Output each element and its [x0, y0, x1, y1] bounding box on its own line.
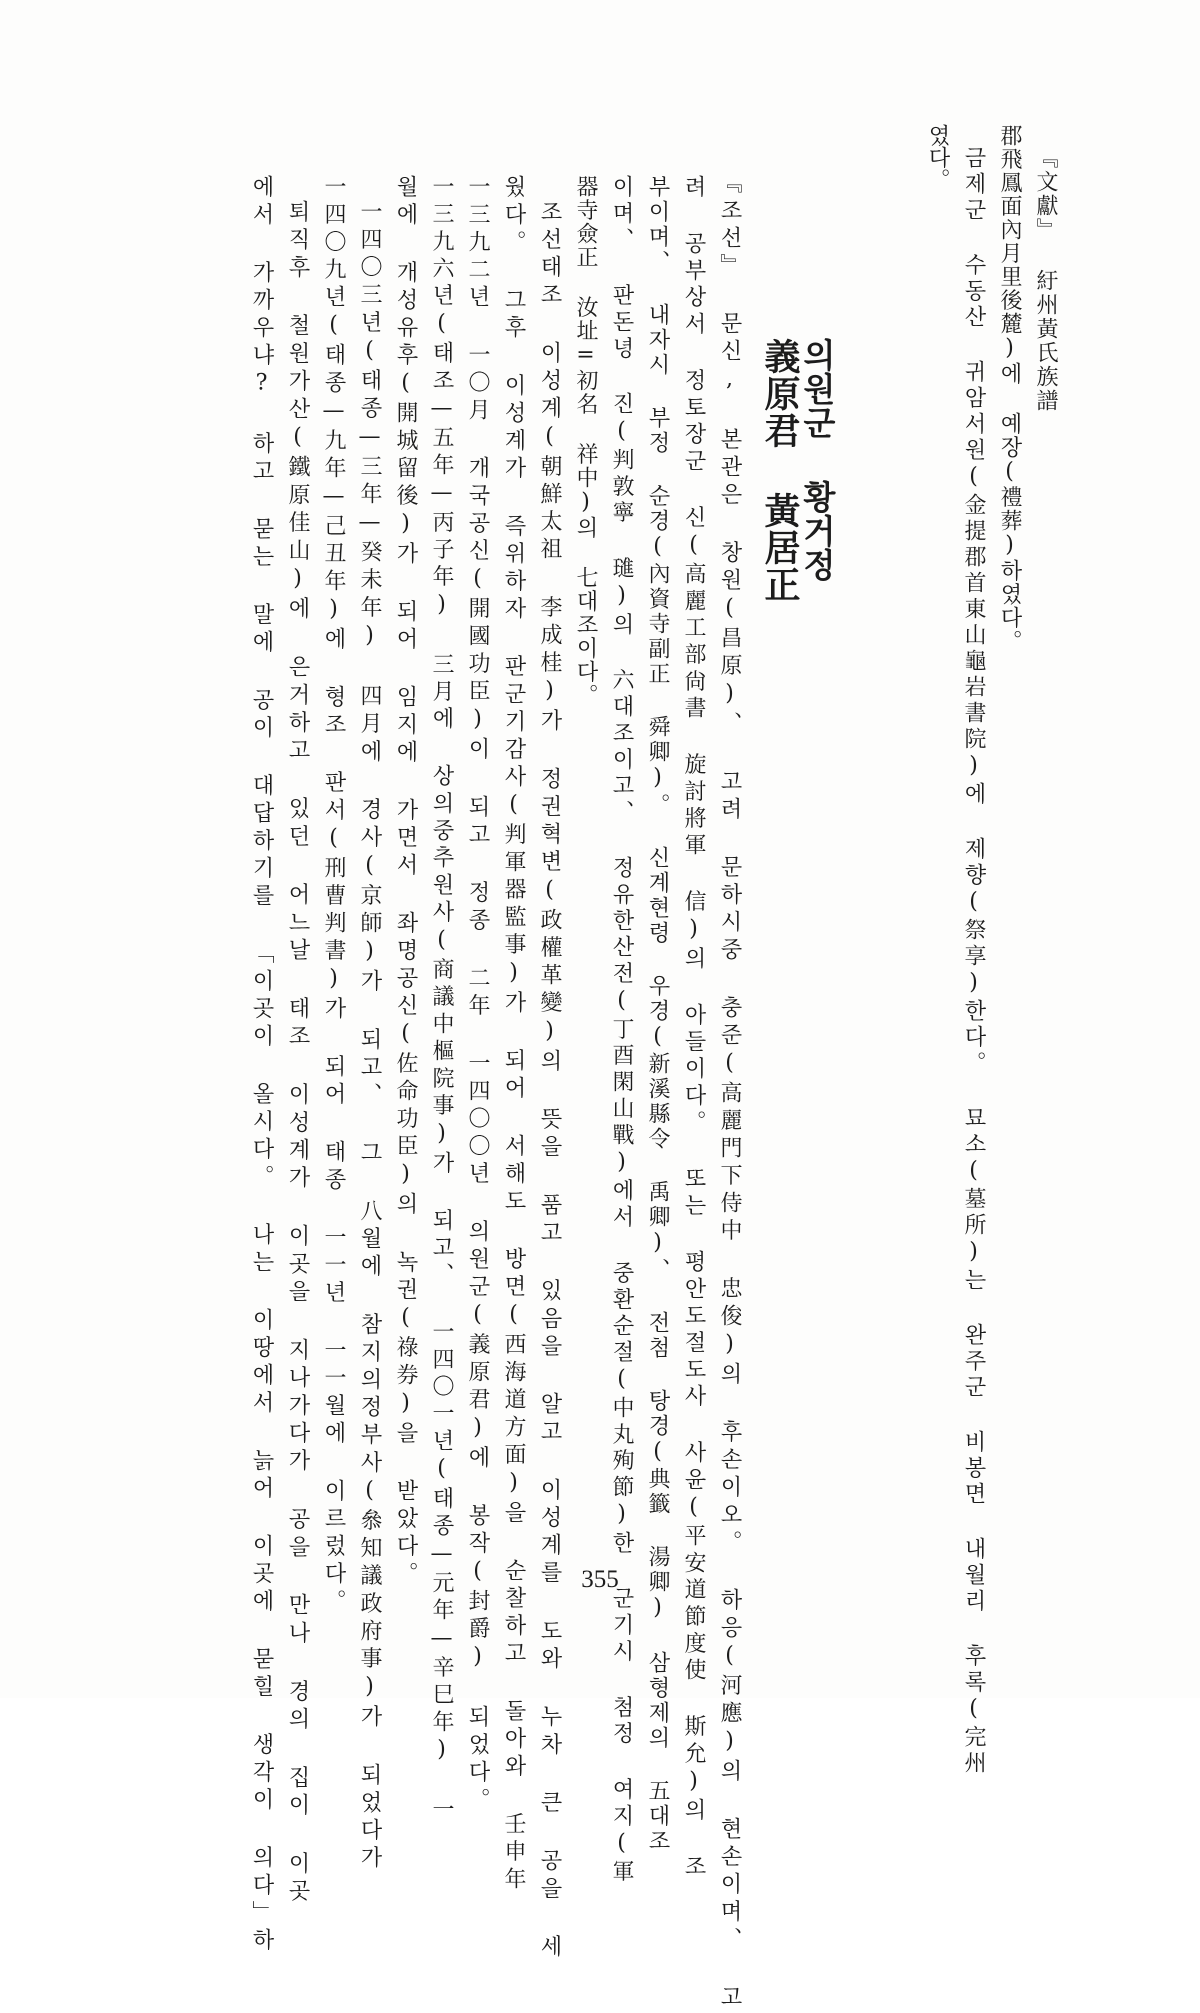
- text-column-6: 려 공부상서 정토장군 신(高麗工部尙書 旋討將軍 信)의 아들이다。 또는 평안도절도사 사윤(平安道節度使 斯允)의 조: [681, 175, 706, 1882]
- text-column-13: 一三九六년(태조—五年—丙子年) 三月에 상의중추원사(商議中樞院事)가 되고、 一四〇一년(태종—元年—辛巳年) 一: [429, 175, 454, 1825]
- text-column-5: 『조선』 문신, 본관은 창원(昌原)、 고려 문하시중 충준(高麗門下侍中 忠俊)의 후손이오。 하응(河應)의 현손이며、 고: [717, 171, 742, 2013]
- text-column-4: 『文獻』 紆州黃氏族譜: [1033, 146, 1058, 413]
- text-column-14: 월에 개성유후(開城留後)가 되어 임지에 가면서 좌명공신(佐命功臣)의 녹권(祿券)을 받았다。: [393, 175, 418, 1589]
- text-column-12: 一三九二년 一〇月 개국공신(開國功臣)이 되고 정종 二年 一四〇〇년 의원군(義原君)에 봉작(封爵) 되었다。: [465, 175, 490, 1815]
- text-column-11: 웠다。 그후 이성계가 즉위하자 판군기감사(判軍器監事)가 되어 서해도 방면(西海道方面)을 순찰하고 돌아와 壬申年: [501, 175, 526, 1895]
- text-column-18: 에서 가까우냐? 하고 묻는 말에 공이 대답하기를 「이곳이 올시다。 나는 이땅에서 늙어 이곳에 묻힐 생각이 의다」하: [249, 175, 274, 1956]
- text-column-17: 퇴직후 철원가산(鐵原佳山)에 은거하고 있던 어느날 태조 이성계가 이곳을 지나가다가 공을 만나 경의 집이 이곳: [285, 200, 310, 1907]
- title-hangul: 의원군 황거정: [798, 338, 837, 582]
- text-column-2: 금제군 수동산 귀암서원(金提郡首東山龜岩書院)에 제향(祭享)한다。 묘소(墓所)는 완주군 비봉면 내월리 후록(完州: [961, 146, 986, 1777]
- text-column-1: 였다。: [925, 124, 950, 190]
- title-hanja: 義原君 黃居正: [759, 338, 801, 603]
- text-column-8: 이며、 판돈녕 진(判敦寧 璡)의 六대조이고、 정유한산전(丁酉閑山戰)에서 중환순절(中丸殉節)한 군기시 첨정 여지(軍: [609, 175, 634, 1887]
- text-column-7: 부이며、 내자시 부정 순경(內資寺副正 舜卿)。 신계현령 우경(新溪縣令 禹卿)、 전첨 탕경(典籤 湯卿) 삼형제의 五대조: [645, 175, 670, 1854]
- text-column-15: 一四〇三년(태종—三年—癸未年) 四月에 경사(京師)가 되고、 그 八월에 참지의정부사(叅知議政府事)가 되었다가: [357, 200, 382, 1874]
- text-column-16: 一四〇九년(태종—九年—己丑年)에 형조 판서(刑曹判書)가 되어 태종 一一년 一一월에 이르렀다。: [321, 175, 346, 1617]
- page-number: 355: [581, 1566, 619, 1593]
- text-column-10: 조선태조 이성계(朝鮮太祖 李成桂)가 정권혁변(政權革變)의 뜻을 품고 있음을 알고 이성계를 도와 누차 큰 공을 세: [537, 200, 562, 1963]
- text-column-9: 器寺僉正 汝址=初名 祥中)의 七대조이다。: [573, 175, 598, 707]
- text-column-3: 郡飛鳳面內月里後麓)에 예장(禮葬)하였다。: [997, 124, 1022, 653]
